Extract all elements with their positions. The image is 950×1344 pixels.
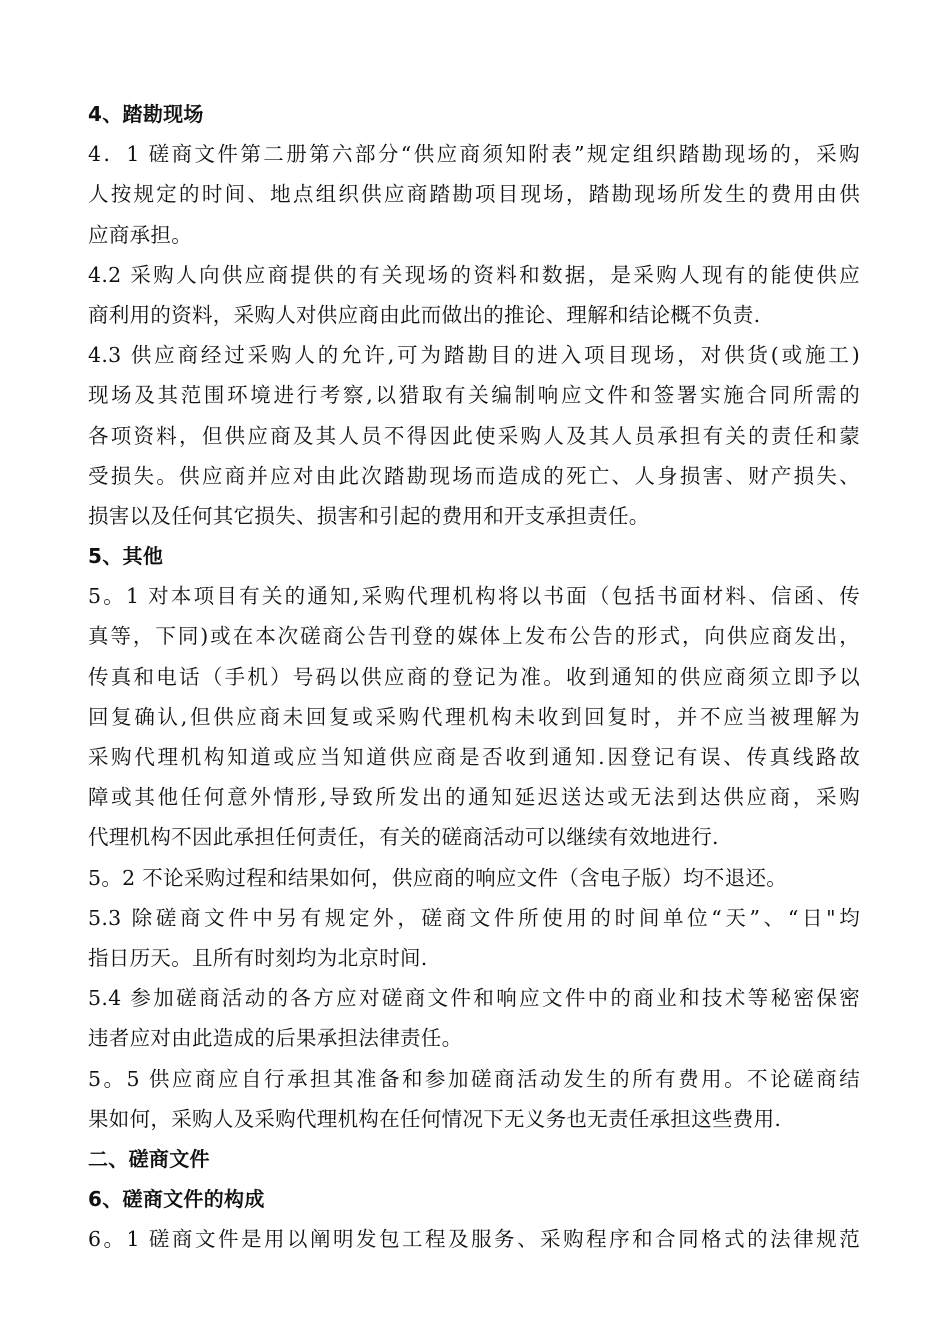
paragraph-line: 人按规定的时间、地点组织供应商踏勘项目现场，踏勘现场所发生的费用由供 [88,182,860,207]
paragraph-line: 回复确认,但供应商未回复或采购代理机构未收到回复时，并不应当被理解为 [88,704,860,729]
paragraph-line: 4.2 采购人向供应商提供的有关现场的资料和数据，是采购人现有的能使供应 [88,262,860,287]
document-page [88,94,860,1259]
paragraph-line: 传真和电话（手机）号码以供应商的登记为准。收到通知的供应商须立即予以 [88,664,860,689]
paragraph-line: 采购代理机构知道或应当知道供应商是否收到通知.因登记有误、传真线路故 [88,745,860,769]
paragraph-line: 5。2 不论采购过程和结果如何，供应商的响应文件（含电子版）均不退还。 [88,865,788,890]
paragraph-line: 4.3 供应商经过采购人的允许,可为踏勘目的进入项目现场，对供货(或施工) [88,343,860,368]
paragraph-line: 5.4 参加磋商活动的各方应对磋商文件和响应文件中的商业和技术等秘密保密 [88,986,860,1011]
section-heading-6: 6、磋商文件的构成 [88,1187,265,1212]
paragraph-line: 应商承担。 [88,222,192,247]
paragraph-line: 代理机构不因此承担任何责任，有关的磋商活动可以继续有效地进行. [88,825,719,850]
section-heading-5: 5、其他 [88,544,164,569]
paragraph-line: 5.3 除磋商文件中另有规定外，磋商文件所使用的时间单位“天”、“日"均 [88,905,860,930]
paragraph-line: 4．1 磋商文件第二册第六部分“供应商须知附表”规定组织踏勘现场的，采购 [88,142,860,167]
paragraph-line: 5。1 对本项目有关的通知,采购代理机构将以书面（包括书面材料、信函、传 [88,584,860,609]
paragraph-line: 障或其他任何意外情形,导致所发出的通知延迟送达或无法到达供应商，采购 [88,785,860,810]
paragraph-line: 5。5 供应商应自行承担其准备和参加磋商活动发生的所有费用。不论磋商结 [88,1066,860,1091]
paragraph-line: 违者应对由此造成的后果承担法律责任。 [88,1026,463,1051]
paragraph-line: 果如何，采购人及采购代理机构在任何情况下无义务也无责任承担这些费用. [88,1106,782,1131]
paragraph-line: 现场及其范围环境进行考察,以猎取有关编制响应文件和签署实施合同所需的 [88,383,860,408]
paragraph-line: 商利用的资料，采购人对供应商由此而做出的推论、理解和结论概不负责. [88,302,761,327]
section-heading-4: 4、踏勘现场 [88,102,204,126]
chapter-heading-2: 二、磋商文件 [88,1146,210,1171]
paragraph-line: 6。1 磋商文件是用以阐明发包工程及服务、采购程序和合同格式的法律规范 [88,1227,860,1252]
paragraph-line: 指日历天。且所有时刻均为北京时间. [88,945,428,970]
paragraph-line: 损害以及任何其它损失、损害和引起的费用和开支承担责任。 [88,503,650,528]
paragraph-line: 真等，下同)或在本次磋商公告刊登的媒体上发布公告的形式，向供应商发出， [88,624,860,649]
paragraph-line: 各项资料，但供应商及其人员不得因此使采购人及其人员承担有关的责任和蒙 [88,423,860,448]
paragraph-line: 受损失。供应商并应对由此次踏勘现场而造成的死亡、人身损害、财产损失、 [88,463,860,488]
